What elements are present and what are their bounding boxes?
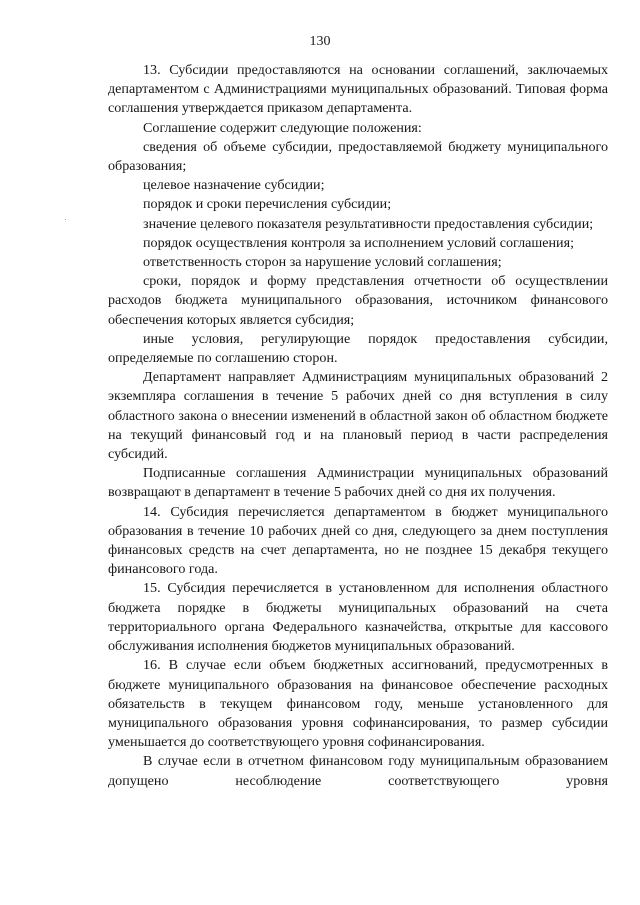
paragraph: иные условия, регулирующие порядок предоставления субсидии, определяемые по соглашению сторон.	[108, 330, 608, 367]
paragraph: 13. Субсидии предоставляются на основании соглашений, заключаемых департаментом с Администрациями муниципальных образований. Типовая форма соглашения утверждается приказом департамента.	[108, 62, 608, 117]
paragraph: сведения об объеме субсидии, предоставляемой бюджету муниципального образования;	[108, 138, 608, 175]
paragraph: Подписанные соглашения Администрации муниципальных образований возвращают в департамент в течение 5 рабочих дней со дня их получения.	[108, 465, 608, 501]
page-number: 130	[309, 34, 331, 49]
paragraph: порядок осуществления контроля за исполнением условий соглашения;	[143, 234, 574, 251]
paragraph: целевое назначение субсидии;	[143, 177, 325, 194]
paragraph: сроки, порядок и форму представления отчетности об осуществлении расходов бюджета муниципального образования, источником финансового обеспечения которых является субсидия;	[108, 273, 608, 328]
margin-mark	[65, 219, 66, 220]
paragraph: 14. Субсидия перечисляется департаментом в бюджет муниципального образования в течение 10 рабочих дней со дня, следующего за днем поступления финансовых средств на счет департамента, но не позднее 15 декабря текущего финансового года.	[108, 503, 608, 578]
paragraph: порядок и сроки перечисления субсидии;	[143, 196, 392, 213]
paragraph: Департамент направляет Администрациям муниципальных образований 2 экземпляра соглашения в течение 5 рабочих дней со дня вступления в силу областного закона о внесении изменений в областной закон об областном бюджете на текущий финансовый год и на плановый период в части распределения субсидий.	[108, 369, 608, 463]
paragraph: В случае если в отчетном финансовом году муниципальным образованием допущено несоблюдение соответствующего уровня	[108, 753, 608, 789]
paragraph: 16. В случае если объем бюджетных ассигнований, предусмотренных в бюджете муниципального образования на финансовое обеспечение расходных обязательств в текущем финансовом году, меньше установленного для муниципального образования уровня софинансирования, то размер субсидии уменьшается до соответствующего уровня софинансирования.	[108, 657, 608, 751]
paragraph: Соглашение содержит следующие положения:	[143, 119, 422, 136]
paragraph: ответственность сторон за нарушение условий соглашения;	[143, 254, 502, 271]
document-body	[108, 61, 608, 791]
paragraph: 15. Субсидия перечисляется в установленном для исполнения областного бюджета порядке в бюджеты муниципальных образований на счета территориального органа Федерального казначейства, открытые для кассового обслуживания исполнения бюджетов муниципальных образований.	[108, 580, 608, 655]
paragraph: значение целевого показателя результативности предоставления субсидии;	[143, 215, 594, 232]
